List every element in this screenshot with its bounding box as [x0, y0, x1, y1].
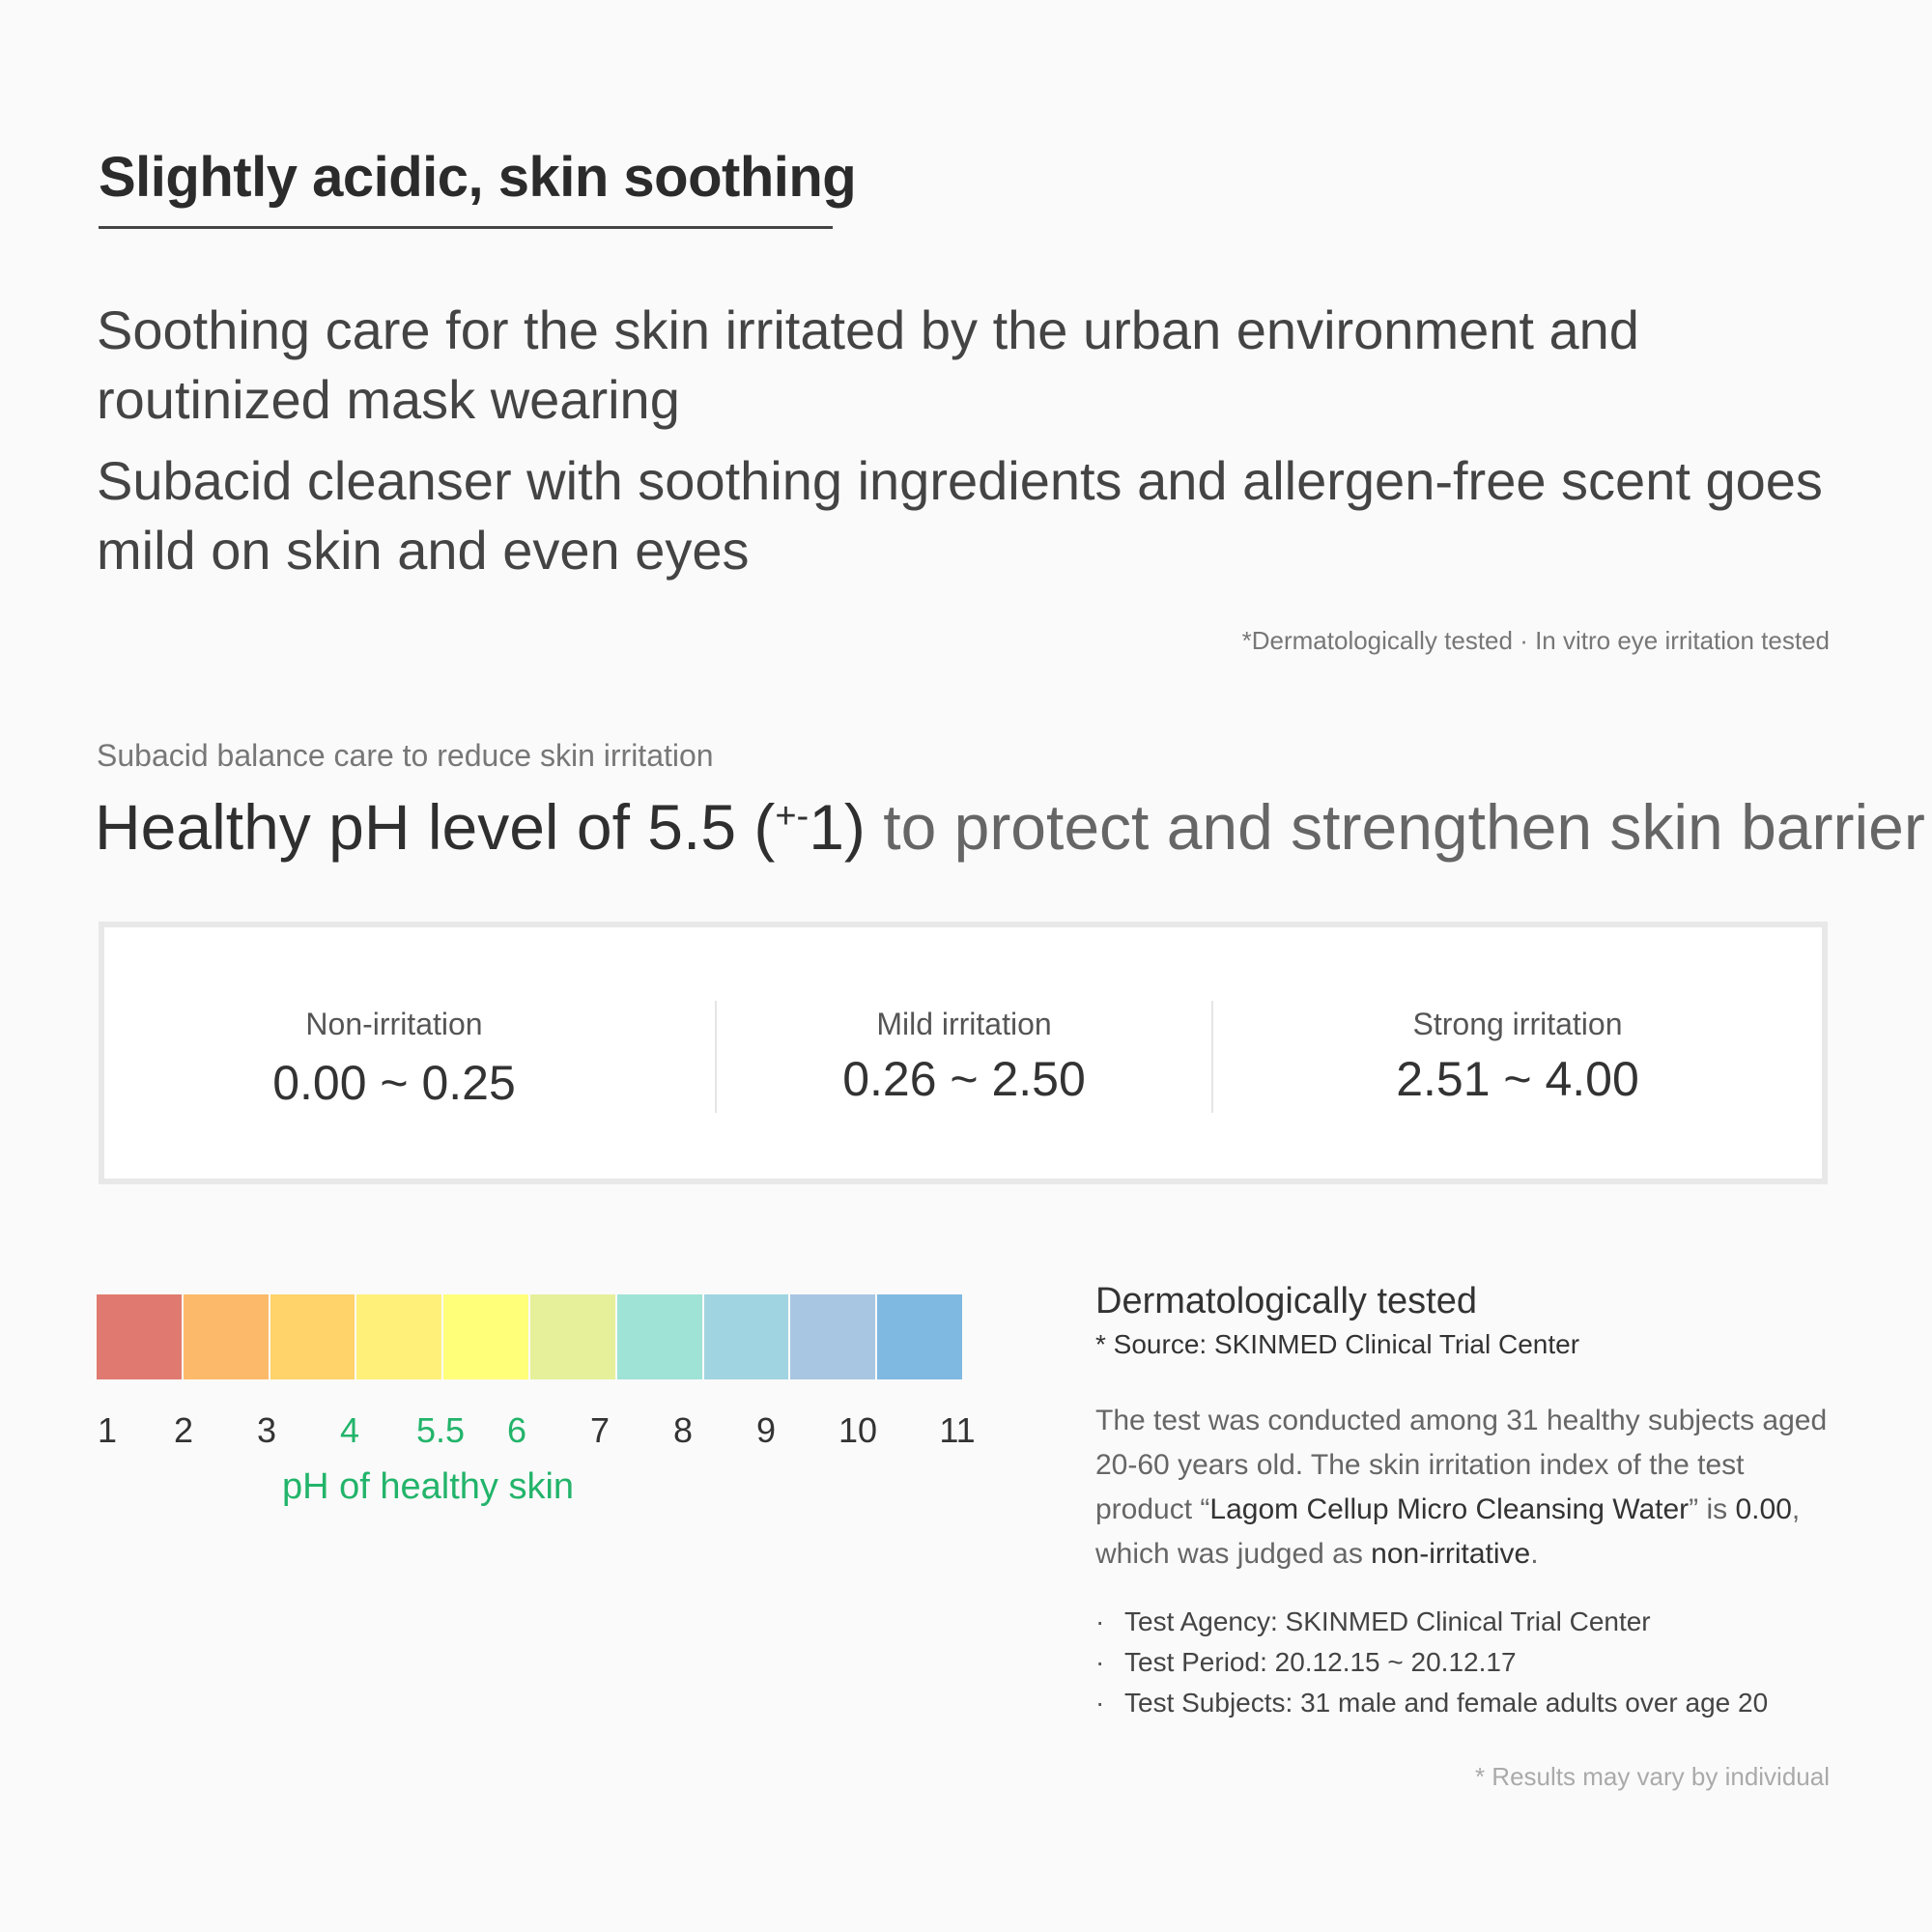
ph-headline [95, 790, 1925, 864]
title-underline [99, 226, 833, 229]
ph-tick-label: 9 [755, 1410, 777, 1450]
derm-body-a: The test was conducted among 31 healthy subjects aged 20-60 years old. The skin irritation index of the test product “ [1095, 1405, 1828, 1525]
fact-text: Test Agency: SKINMED Clinical Trial Center [1124, 1606, 1651, 1636]
list-item [1095, 1642, 1768, 1683]
section-title: Slightly acidic, skin soothing [99, 146, 857, 209]
ph-sub-label: Subacid balance care to reduce skin irritation [97, 738, 714, 773]
ph-tick-label: 6 [506, 1410, 527, 1450]
ph-color-segment [356, 1294, 443, 1379]
ph-tick-label: 11 [939, 1410, 976, 1450]
irritation-col-non [104, 927, 684, 1179]
test-facts-list [1095, 1602, 1768, 1723]
tested-footnote: *Dermatologically tested · In vitro eye irritation tested [1241, 626, 1830, 655]
irritation-label: Mild irritation [876, 1007, 1052, 1041]
derm-body-d: . [1530, 1538, 1539, 1570]
lead-paragraph-2: Subacid cleanser with soothing ingredients and allergen-free scent goes mild on skin and even eyes [97, 450, 1823, 581]
ph-color-segment [97, 1294, 184, 1379]
fact-text: Test Subjects: 31 male and female adults over age 20 [1124, 1688, 1769, 1718]
irritation-index-box [99, 922, 1828, 1184]
list-item [1095, 1683, 1768, 1723]
derm-body-c: , which was judged as [1095, 1493, 1801, 1570]
ph-color-segment [617, 1294, 704, 1379]
bullet-icon: · [1095, 1606, 1105, 1636]
product-name: Lagom Cellup Micro Cleansing Water [1209, 1493, 1690, 1525]
ph-tick-label: 1 [97, 1410, 118, 1450]
ph-tick-label: 3 [256, 1410, 277, 1450]
bullet-icon: · [1095, 1647, 1105, 1677]
irritation-col-strong [1213, 927, 1822, 1179]
ph-tick-label: 4 [339, 1410, 360, 1450]
ph-tick-label: 2 [173, 1410, 194, 1450]
ph-tick-label: 7 [589, 1410, 611, 1450]
fact-text: Test Period: 20.12.15 ~ 20.12.17 [1124, 1647, 1517, 1677]
irritation-range: 2.51 ~ 4.00 [1396, 1052, 1639, 1106]
derm-source: * Source: SKINMED Clinical Trial Center [1095, 1329, 1580, 1359]
irritation-score: 0.00 [1735, 1493, 1792, 1525]
headline-strong-a: Healthy pH level of 5.5 ( [95, 791, 776, 863]
bullet-icon: · [1095, 1688, 1105, 1718]
ph-tick-label: 5.5 [415, 1410, 466, 1450]
verdict: non-irritative [1371, 1538, 1531, 1570]
ph-color-segment [877, 1294, 962, 1379]
results-disclaimer: * Results may vary by individual [1474, 1762, 1830, 1791]
ph-tick-label: 8 [672, 1410, 694, 1450]
ph-color-segment [790, 1294, 877, 1379]
ph-color-segment [270, 1294, 357, 1379]
irritation-range: 0.26 ~ 2.50 [842, 1052, 1086, 1106]
irritation-label: Strong irritation [1412, 1007, 1623, 1041]
ph-tick-label: 10 [838, 1410, 878, 1450]
plus-minus-sup: +- [775, 796, 810, 837]
ph-color-segment [184, 1294, 270, 1379]
ph-color-segment [530, 1294, 617, 1379]
irritation-col-mild [717, 927, 1211, 1179]
derm-body-b: ” is [1689, 1493, 1736, 1525]
headline-strong-b: 1) [809, 791, 866, 863]
ph-color-scale [97, 1294, 962, 1379]
healthy-ph-caption: pH of healthy skin [282, 1466, 575, 1507]
ph-color-segment [704, 1294, 791, 1379]
headline-light: to protect and strengthen skin barrier [865, 791, 1925, 863]
list-item [1095, 1602, 1768, 1642]
derm-description [1095, 1399, 1830, 1577]
derm-title: Dermatologically tested [1095, 1281, 1477, 1321]
lead-paragraph-1: Soothing care for the skin irritated by the urban environment and routinized mask wearing [97, 299, 1639, 430]
irritation-range: 0.00 ~ 0.25 [272, 1056, 516, 1110]
irritation-label: Non-irritation [305, 1007, 483, 1041]
ph-color-segment [443, 1294, 530, 1379]
